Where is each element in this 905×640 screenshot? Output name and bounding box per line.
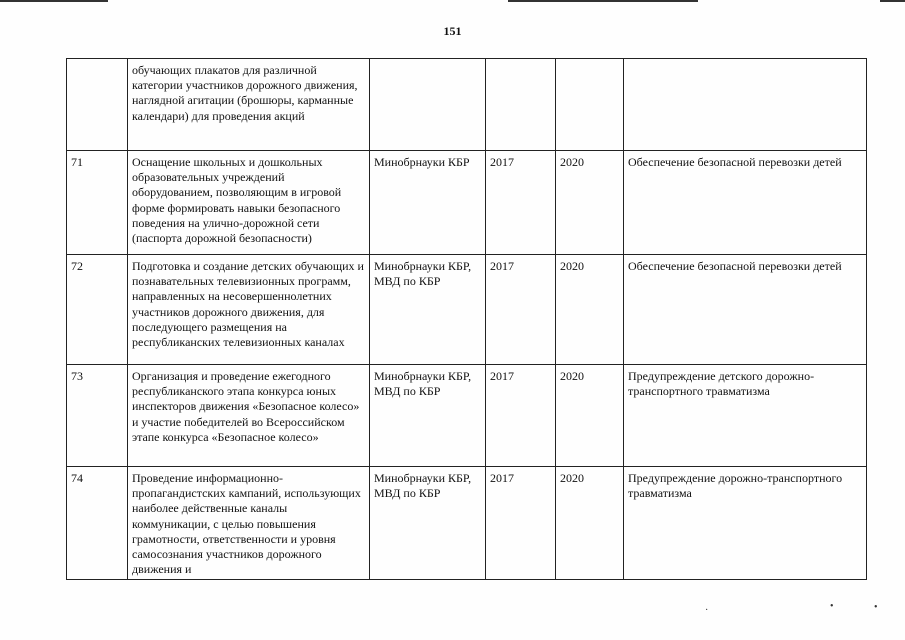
- scan-speck: •: [830, 601, 834, 612]
- measure-description: Подготовка и создание детских обучающих и познавательных телевизионных программ, направленных на несовершеннолетних участников дорожного движения, для последующего размещения на республиканских телевизионных каналах: [128, 255, 370, 365]
- end-year: 2020: [556, 365, 624, 467]
- end-year: 2020: [556, 151, 624, 255]
- table-row: [67, 467, 867, 580]
- start-year: 2017: [486, 365, 556, 467]
- top-rule-middle: [508, 0, 698, 2]
- end-year: [556, 59, 624, 151]
- scan-speck: •: [874, 602, 878, 613]
- measure-description: Проведение информационно-пропагандистских кампаний, использующих наиболее действенные каналы коммуникации, с целью повышения грамотности, ответственности и уровня самосознания участников дорожного движения и: [128, 467, 370, 580]
- executor: Минобрнауки КБР, МВД по КБР: [370, 255, 486, 365]
- expected-result: Обеспечение безопасной перевозки детей: [624, 255, 867, 365]
- table-row: [67, 151, 867, 255]
- row-number: 71: [67, 151, 128, 255]
- scan-speck: ·: [705, 605, 709, 616]
- executor: Минобрнауки КБР: [370, 151, 486, 255]
- measure-description: обучающих плакатов для различной категории участников дорожного движения, наглядной агитации (брошюры, карманные календари) для проведения акций: [128, 59, 370, 151]
- row-number: [67, 59, 128, 151]
- expected-result: Обеспечение безопасной перевозки детей: [624, 151, 867, 255]
- expected-result: Предупреждение детского дорожно-транспортного травматизма: [624, 365, 867, 467]
- table-row: [67, 255, 867, 365]
- executor: Минобрнауки КБР, МВД по КБР: [370, 365, 486, 467]
- top-rule-left: [0, 0, 108, 2]
- measures-table: [66, 58, 867, 580]
- executor: Минобрнауки КБР, МВД по КБР: [370, 467, 486, 580]
- expected-result: Предупреждение дорожно-транспортного травматизма: [624, 467, 867, 580]
- start-year: 2017: [486, 151, 556, 255]
- measure-description: Организация и проведение ежегодного республиканского этапа конкурса юных инспекторов движения «Безопасное колесо» и участие победителей во Всероссийском этапе конкурса «Безопасное колесо»: [128, 365, 370, 467]
- table-row: [67, 365, 867, 467]
- start-year: [486, 59, 556, 151]
- end-year: 2020: [556, 467, 624, 580]
- executor: [370, 59, 486, 151]
- measure-description: Оснащение школьных и дошкольных образовательных учреждений оборудованием, позволяющим в игровой форме формировать навыки безопасного поведения на улично-дорожной сети (паспорта дорожной безопасности): [128, 151, 370, 255]
- start-year: 2017: [486, 255, 556, 365]
- top-rule-right: [880, 0, 905, 2]
- end-year: 2020: [556, 255, 624, 365]
- row-number: 72: [67, 255, 128, 365]
- table-row: [67, 59, 867, 151]
- page-number: 151: [443, 24, 462, 38]
- start-year: 2017: [486, 467, 556, 580]
- row-number: 74: [67, 467, 128, 580]
- row-number: 73: [67, 365, 128, 467]
- expected-result: [624, 59, 867, 151]
